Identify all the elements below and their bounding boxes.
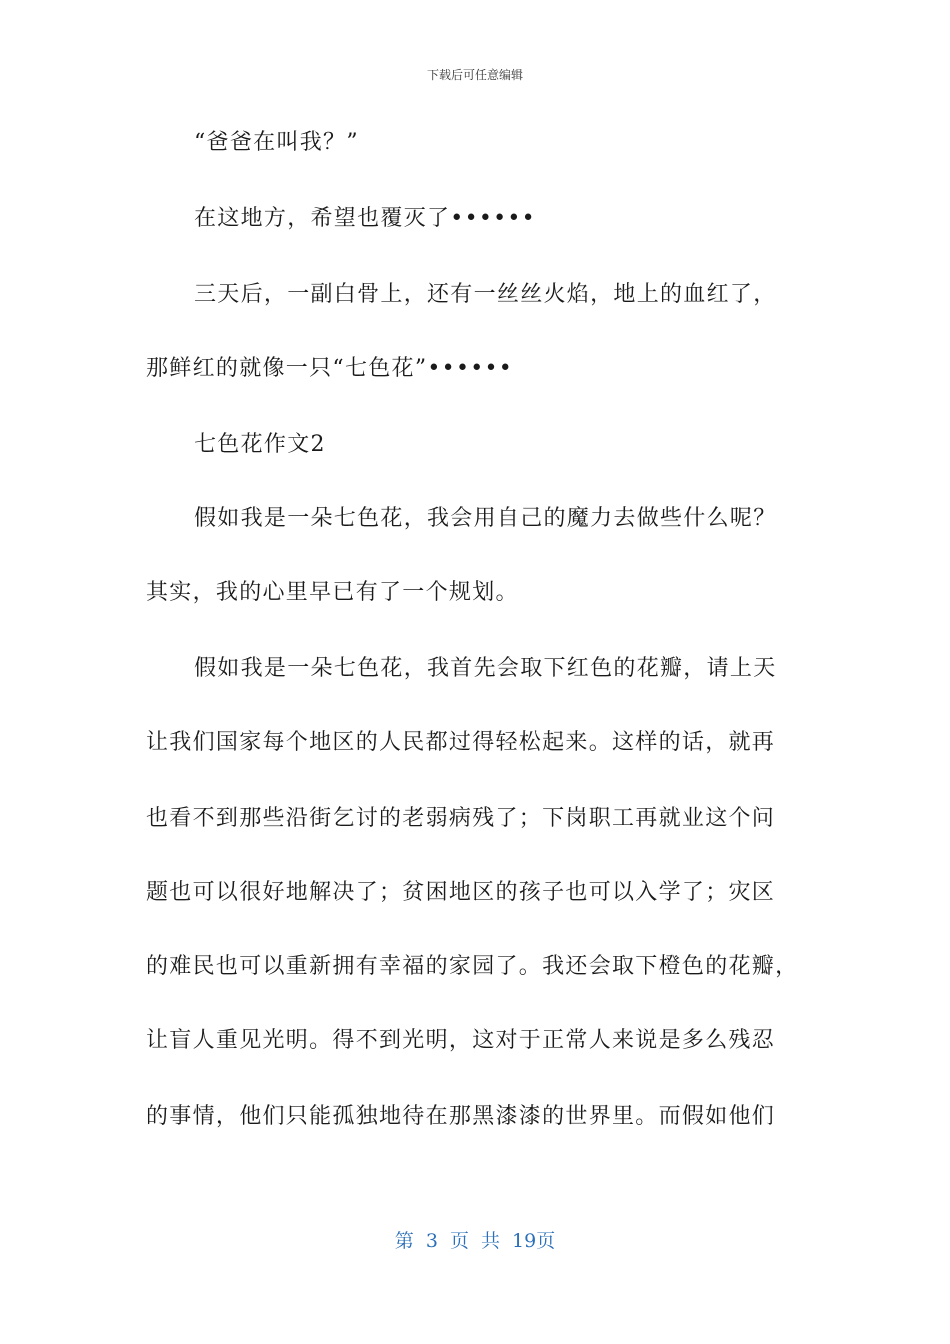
text-line: “爸爸在叫我？” [194, 130, 359, 155]
text-line: 假如我是一朵七色花，我首先会取下红色的花瓣，请上天 [194, 656, 777, 681]
page-header: 下载后可任意编辑 [426, 68, 523, 82]
text-line: 那鲜红的就像一只“七色花”•••••• [146, 356, 514, 381]
text-line: 三天后，一副白骨上，还有一丝丝火焰，地上的血红了， [194, 282, 777, 307]
text-line: 让我们国家每个地区的人民都过得轻松起来。这样的话，就再 [146, 730, 776, 755]
section-heading: 七色花作文2 [194, 432, 326, 457]
text-line: 的难民也可以重新拥有幸福的家园了。我还会取下橙色的花瓣， [146, 954, 799, 979]
page-number: 第 3 页 共 19页 [394, 1230, 556, 1252]
text-line: 的事情，他们只能孤独地待在那黑漆漆的世界里。而假如他们 [146, 1104, 776, 1129]
text-line: 也看不到那些沿街乞讨的老弱病残了；下岗职工再就业这个问 [146, 806, 776, 831]
text-line: 其实，我的心里早已有了一个规划。 [146, 580, 519, 605]
text-line: 在这地方，希望也覆灭了•••••• [194, 206, 536, 231]
text-line: 让盲人重见光明。得不到光明，这对于正常人来说是多么残忍 [146, 1028, 776, 1053]
text-line: 假如我是一朵七色花，我会用自己的魔力去做些什么呢？ [194, 506, 777, 531]
text-line: 题也可以很好地解决了；贫困地区的孩子也可以入学了；灾区 [146, 880, 776, 905]
